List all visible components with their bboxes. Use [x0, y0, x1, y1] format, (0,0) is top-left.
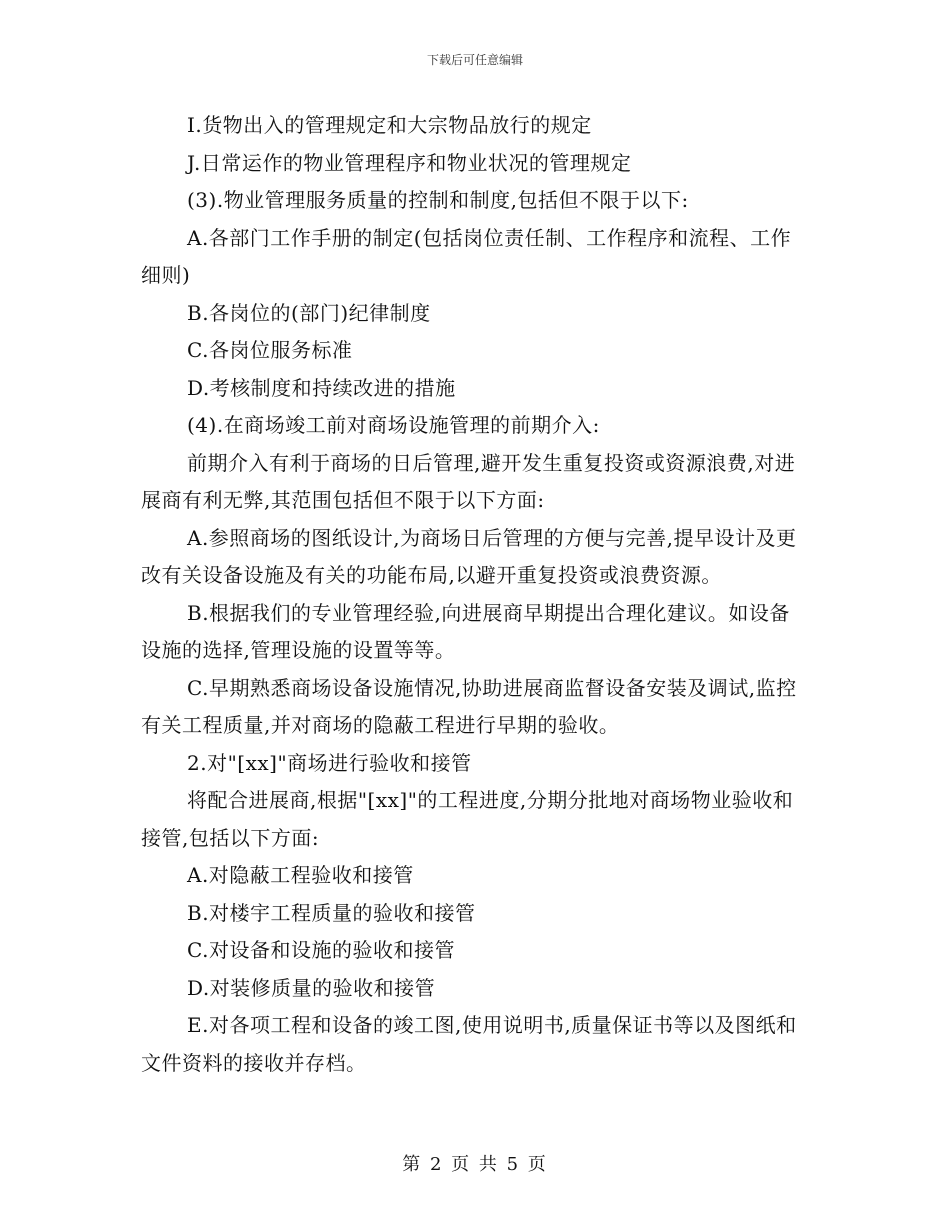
document-body: [141, 107, 809, 1082]
paragraph: (4).在商场竣工前对商场设施管理的前期介入:: [187, 413, 600, 437]
paragraph: 前期介入有利于商场的日后管理,避开发生重复投资或资源浪费,对进展商有利无弊,其范围包括但不限于以下方面:: [141, 450, 796, 512]
paragraph: B.各岗位的(部门)纪律制度: [187, 300, 431, 325]
paragraph: C.早期熟悉商场设备设施情况,协助进展商监督设备安装及调试,监控有关工程质量,并对商场的隐蔽工程进行早期的验收。: [141, 675, 797, 737]
list-item: B.对楼宇工程质量的验收和接管: [187, 900, 476, 925]
list-item: D.对装修质量的验收和接管: [187, 975, 436, 1000]
paragraph: I.货物出入的管理规定和大宗物品放行的规定: [187, 113, 592, 137]
paragraph: (3).物业管理服务质量的控制和制度,包括但不限于以下:: [187, 188, 689, 212]
list-item: E.对各项工程和设备的竣工图,使用说明书,质量保证书等以及图纸和文件资料的接收并存档。: [141, 1013, 797, 1075]
paragraph: C.各岗位服务标准: [187, 338, 353, 362]
list-item: A.对隐蔽工程验收和接管: [187, 863, 414, 887]
paragraph: D.考核制度和持续改进的措施: [187, 375, 456, 400]
paragraph: J.日常运作的物业管理程序和物业状况的管理规定: [187, 150, 632, 175]
section-heading: 2.对"[xx]"商场进行验收和接管: [187, 750, 472, 775]
paragraph: A.各部门工作手册的制定(包括岗位责任制、工作程序和流程、工作细则): [141, 225, 792, 287]
page-header: 下载后可任意编辑: [426, 53, 523, 67]
list-item: C.对设备和设施的验收和接管: [187, 938, 455, 962]
paragraph: A.参照商场的图纸设计,为商场日后管理的方便与完善,提早设计及更改有关设备设施及有关的功能布局,以避开重复投资或浪费资源。: [141, 525, 797, 587]
page-footer: 第 2 页 共 5 页: [402, 1154, 548, 1175]
paragraph: B.根据我们的专业管理经验,向进展商早期提出合理化建议。如设备设施的选择,管理设施的设置等等。: [141, 600, 790, 662]
paragraph: 将配合进展商,根据"[xx]"的工程进度,分期分批地对商场物业验收和接管,包括以下方面:: [141, 788, 794, 850]
